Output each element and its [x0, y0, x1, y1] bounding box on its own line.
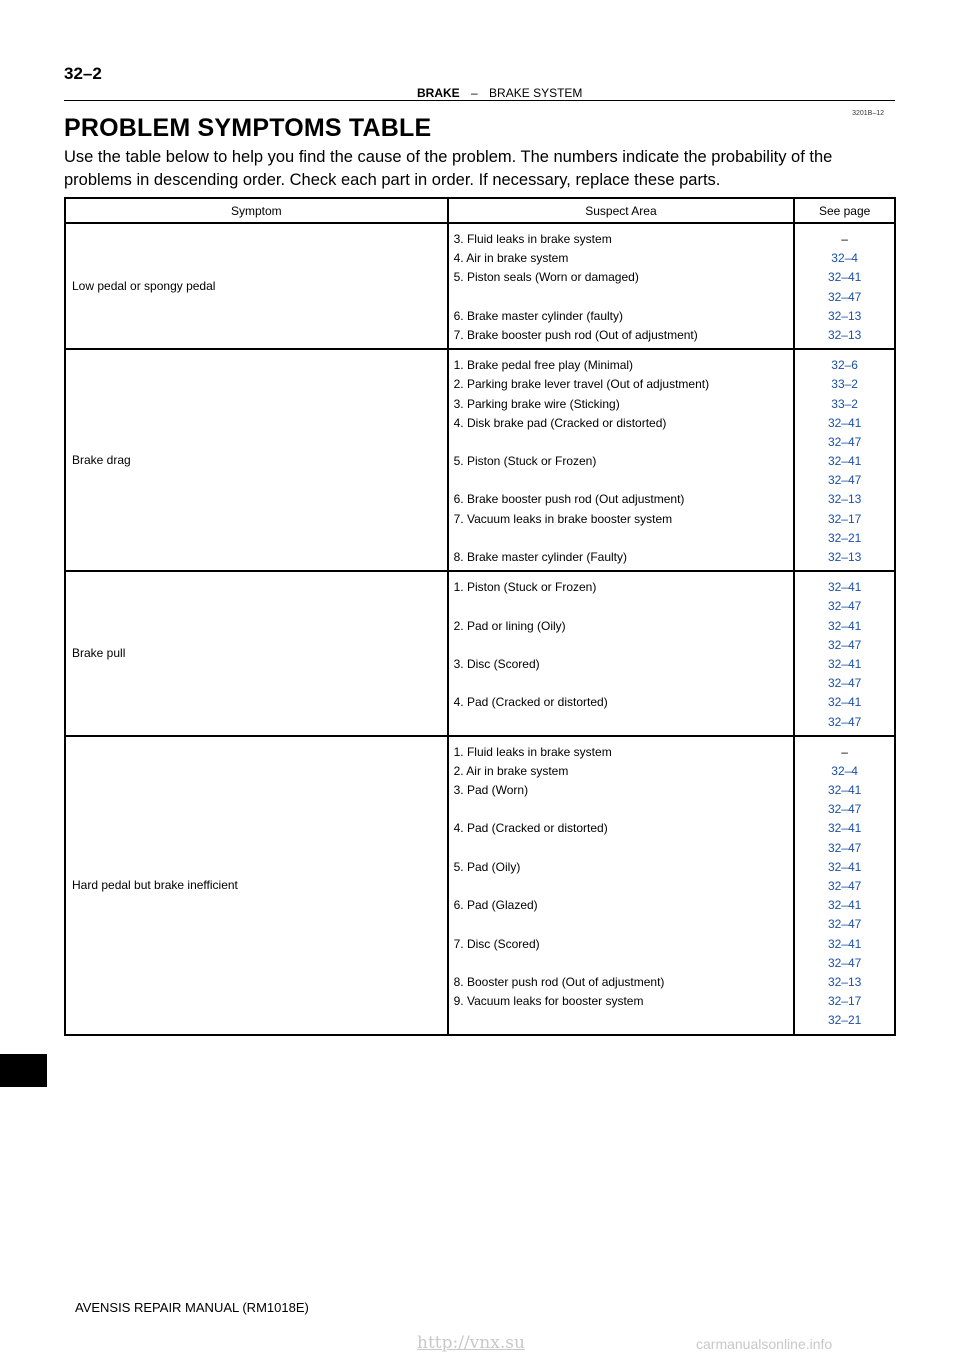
see-page-link[interactable]: 32–41	[827, 898, 862, 913]
suspect-area-item	[454, 1011, 794, 1030]
suspect-area-cell	[448, 736, 795, 1035]
see-page-link[interactable]: 32–41	[827, 656, 862, 671]
see-page-link[interactable]: 32–41	[827, 270, 862, 285]
suspect-area-item: 5. Piston seals (Worn or damaged)	[453, 270, 639, 285]
suspect-area-item: 7. Vacuum leaks in brake booster system	[453, 511, 673, 526]
see-page-link[interactable]: 32–41	[827, 415, 862, 430]
suspect-area-item	[454, 877, 794, 896]
symptom-cell: Hard pedal but brake inefficient	[65, 736, 448, 1035]
suspect-area-item: 2. Pad or lining (Oily)	[453, 618, 566, 633]
suspect-area-item: 1. Piston (Stuck or Frozen)	[453, 580, 597, 595]
symptom-cell: Low pedal or spongy pedal	[65, 223, 448, 349]
suspect-area-item	[454, 954, 794, 973]
suspect-area-item	[454, 529, 794, 548]
see-page-none: –	[841, 232, 848, 246]
see-page-link[interactable]: 32–47	[827, 802, 862, 817]
see-page-link[interactable]: 32–21	[827, 1013, 862, 1028]
section-header	[64, 86, 895, 101]
see-page-link[interactable]: 32–21	[827, 530, 862, 545]
suspect-area-item: 9. Vacuum leaks for booster system	[453, 994, 644, 1009]
watermark-vnx-link[interactable]: http://vnx.su	[417, 1333, 525, 1353]
see-page-link[interactable]: 32–13	[827, 308, 862, 323]
see-page-link[interactable]: 32–13	[827, 974, 862, 989]
table-row	[65, 223, 895, 349]
see-page-link[interactable]: 32–47	[827, 599, 862, 614]
see-page-link[interactable]: 32–17	[827, 994, 862, 1009]
see-page-link[interactable]: 32–41	[827, 695, 862, 710]
suspect-area-item: 7. Disc (Scored)	[453, 936, 540, 951]
table-row	[65, 571, 895, 736]
suspect-area-item	[454, 288, 794, 307]
see-page-link[interactable]: 32–41	[827, 936, 862, 951]
suspect-area-item	[454, 674, 794, 693]
see-page-link[interactable]: 32–13	[827, 492, 862, 507]
table-row	[65, 349, 895, 571]
column-header-see-page: See page	[794, 198, 895, 223]
suspect-area-item: 6. Brake booster push rod (Out adjustment)	[453, 492, 685, 507]
see-page-link[interactable]: 32–47	[827, 955, 862, 970]
suspect-area-item: 7. Brake booster push rod (Out of adjustment)	[453, 327, 698, 342]
see-page-cell	[794, 349, 895, 571]
see-page-cell	[794, 571, 895, 736]
suspect-area-item: 8. Brake master cylinder (Faulty)	[453, 550, 628, 564]
see-page-link[interactable]: 32–47	[827, 637, 862, 652]
symptom-cell: Brake pull	[65, 571, 448, 736]
subsection-name: BRAKE SYSTEM	[489, 86, 583, 100]
see-page-link[interactable]: 32–47	[827, 879, 862, 893]
suspect-area-item	[454, 636, 794, 655]
figure-code: 3201B–12	[852, 110, 884, 117]
see-page-link[interactable]: 32–47	[827, 434, 862, 449]
suspect-area-item: 4. Disk brake pad (Cracked or distorted)	[453, 415, 667, 430]
column-header-symptom: Symptom	[65, 198, 448, 223]
section-name: BRAKE	[417, 86, 460, 100]
suspect-area-item: 2. Air in brake system	[453, 763, 569, 778]
suspect-area-item	[454, 471, 794, 490]
see-page-link[interactable]: 32–13	[827, 327, 862, 342]
see-page-link[interactable]: 32–4	[831, 251, 858, 266]
suspect-area-item: 2. Parking brake lever travel (Out of adjustment)	[453, 377, 710, 392]
suspect-area-cell	[448, 349, 795, 571]
see-page-link[interactable]: 33–2	[831, 396, 858, 411]
table-body	[65, 223, 895, 1035]
problem-symptoms-table	[64, 197, 896, 1036]
table-header-row	[65, 198, 895, 223]
suspect-area-item: 3. Fluid leaks in brake system	[453, 232, 612, 246]
see-page-link[interactable]: 32–41	[827, 821, 862, 836]
see-page-link[interactable]: 32–47	[827, 473, 862, 488]
see-page-link[interactable]: 33–2	[831, 377, 858, 392]
section-index-tab	[0, 1054, 47, 1087]
suspect-area-item: 3. Disc (Scored)	[453, 656, 540, 671]
suspect-area-item	[454, 915, 794, 934]
column-header-suspect-area: Suspect Area	[448, 198, 795, 223]
suspect-area-item: 3. Pad (Worn)	[453, 783, 529, 798]
see-page-link[interactable]: 32–13	[827, 550, 862, 564]
suspect-area-item	[454, 839, 794, 858]
table-row	[65, 736, 895, 1035]
footer-manual-title: AVENSIS REPAIR MANUAL (RM1018E)	[75, 1300, 309, 1315]
see-page-link[interactable]: 32–47	[827, 289, 862, 304]
suspect-area-cell	[448, 223, 795, 349]
suspect-area-item: 4. Air in brake system	[453, 251, 569, 266]
suspect-area-item: 6. Pad (Glazed)	[453, 898, 538, 913]
suspect-area-item: 3. Parking brake wire (Sticking)	[453, 396, 620, 411]
watermark-carmanuals: carmanualsonline.info	[696, 1336, 833, 1352]
see-page-link[interactable]: 32–41	[827, 454, 862, 469]
suspect-area-item	[454, 713, 794, 732]
suspect-area-item: 4. Pad (Cracked or distorted)	[453, 821, 608, 836]
intro-paragraph: Use the table below to help you find the cause of the problem. The numbers indicate the probability of the problems in descending order. Check each part in order. If necessary, replace these parts.	[64, 148, 833, 189]
see-page-link[interactable]: 32–47	[827, 917, 862, 932]
suspect-area-item: 8. Booster push rod (Out of adjustment)	[453, 974, 665, 989]
suspect-area-item	[454, 597, 794, 616]
see-page-link[interactable]: 32–17	[827, 511, 862, 526]
suspect-area-item: 1. Brake pedal free play (Minimal)	[453, 358, 634, 373]
symptom-cell: Brake drag	[65, 349, 448, 571]
see-page-link[interactable]: 32–47	[827, 714, 862, 729]
suspect-area-item: 5. Piston (Stuck or Frozen)	[453, 454, 597, 469]
see-page-cell	[794, 736, 895, 1035]
see-page-link[interactable]: 32–41	[827, 859, 862, 874]
page-title: PROBLEM SYMPTOMS TABLE	[64, 114, 432, 142]
section-separator: –	[471, 86, 478, 100]
suspect-area-item: 5. Pad (Oily)	[453, 859, 521, 874]
see-page-link[interactable]: 32–47	[827, 676, 862, 691]
see-page-cell	[794, 223, 895, 349]
page-number: 32–2	[64, 64, 102, 83]
suspect-area-item: 4. Pad (Cracked or distorted)	[453, 695, 608, 710]
see-page-link[interactable]: 32–41	[827, 618, 862, 633]
see-page-link[interactable]: 32–47	[827, 840, 862, 855]
see-page-link[interactable]: 32–41	[827, 580, 862, 595]
suspect-area-item: 1. Fluid leaks in brake system	[453, 744, 612, 759]
suspect-area-item	[454, 800, 794, 819]
see-page-link[interactable]: 32–4	[831, 763, 858, 778]
see-page-link[interactable]: 32–6	[831, 358, 858, 373]
suspect-area-cell	[448, 571, 795, 736]
see-page-none: –	[841, 744, 848, 759]
suspect-area-item: 6. Brake master cylinder (faulty)	[453, 308, 624, 323]
suspect-area-item	[454, 433, 794, 452]
see-page-link[interactable]: 32–41	[827, 783, 862, 798]
